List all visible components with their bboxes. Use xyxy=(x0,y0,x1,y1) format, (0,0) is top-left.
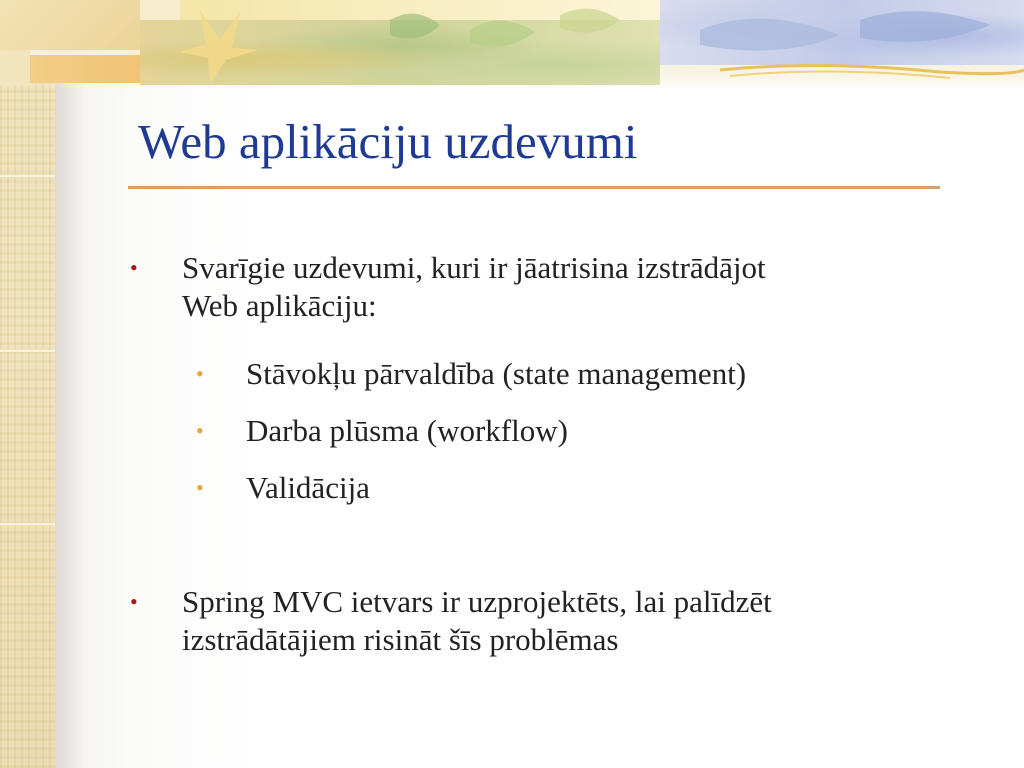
bullet-dot-icon: • xyxy=(130,589,138,614)
bullet-dot-icon: • xyxy=(130,255,138,280)
bullet-dot-icon: • xyxy=(196,361,204,386)
bullet-text: Darba plūsma (workflow) xyxy=(246,413,568,448)
bullet-dot-icon: • xyxy=(196,475,204,500)
bullet-text: Spring MVC ietvars ir uzprojektēts, lai palīdzēt izstrādātājiem risināt šīs problēmas xyxy=(182,584,772,657)
bullet-text: Stāvokļu pārvaldība (state management) xyxy=(246,356,747,391)
bullet-dot-icon: • xyxy=(196,418,204,443)
bullet-text: Svarīgie uzdevumi, kuri ir jāatrisina izstrādājot Web aplikāciju: xyxy=(182,250,766,323)
slide-title: Web aplikāciju uzdevumi xyxy=(138,114,638,169)
bullet-text: Validācija xyxy=(246,470,370,505)
